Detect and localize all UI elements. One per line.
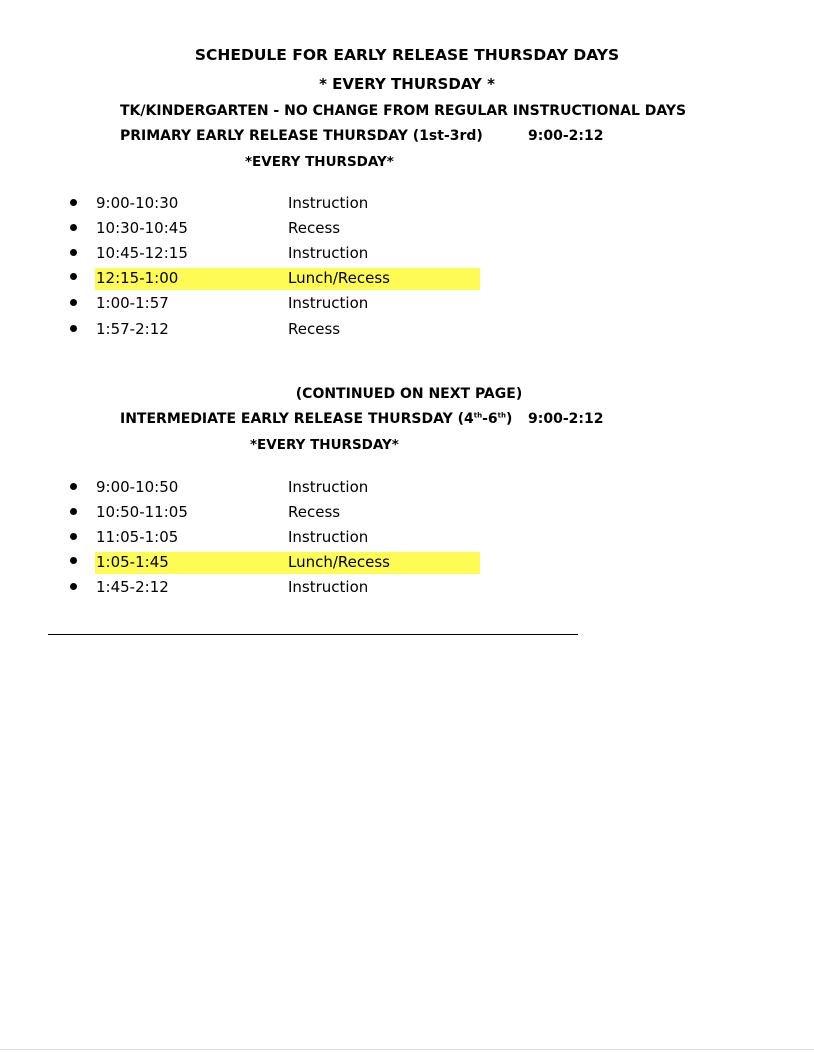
bullet-icon	[70, 557, 77, 564]
tk-kindergarten-note: TK/KINDERGARTEN - NO CHANGE FROM REGULAR INSTRUCTIONAL DAYS	[120, 103, 687, 119]
bullet-icon	[70, 483, 77, 490]
row-time: 1:45-2:12	[96, 578, 169, 596]
row-time: 11:05-1:05	[96, 528, 179, 546]
row-activity: Instruction	[288, 528, 369, 546]
row-activity: Instruction	[288, 194, 369, 212]
row-time: 1:05-1:45	[96, 553, 169, 571]
row-time: 9:00-10:50	[96, 478, 179, 496]
schedule-row	[70, 294, 490, 316]
bullet-icon	[70, 224, 77, 231]
row-activity: Instruction	[288, 294, 369, 312]
row-time: 1:00-1:57	[96, 294, 169, 312]
schedule-row	[70, 320, 490, 342]
page-subtitle: * EVERY THURSDAY *	[319, 75, 495, 93]
ordinal-suffix: th	[497, 411, 507, 420]
schedule-row	[70, 244, 490, 266]
row-activity: Recess	[288, 320, 341, 338]
schedule-row	[70, 478, 490, 500]
schedule-row	[70, 528, 490, 550]
primary-heading: PRIMARY EARLY RELEASE THURSDAY (1st-3rd)	[120, 128, 483, 144]
intermediate-heading-suffix: )	[506, 411, 513, 427]
row-activity: Recess	[288, 219, 341, 237]
intermediate-heading	[120, 411, 512, 427]
row-time: 10:45-12:15	[96, 244, 188, 262]
bullet-icon	[70, 325, 77, 332]
primary-hours: 9:00-2:12	[528, 128, 604, 144]
page-title: SCHEDULE FOR EARLY RELEASE THURSDAY DAYS	[194, 46, 620, 64]
bullet-icon	[70, 273, 77, 280]
continued-note-text: (CONTINUED ON NEXT PAGE)	[295, 386, 523, 402]
intermediate-heading-prefix: INTERMEDIATE EARLY RELEASE THURSDAY (4	[120, 411, 474, 427]
bullet-icon	[70, 533, 77, 540]
intermediate-hours: 9:00-2:12	[528, 411, 604, 427]
bullet-icon	[70, 249, 77, 256]
row-time: 9:00-10:30	[96, 194, 179, 212]
row-time: 1:57-2:12	[96, 320, 169, 338]
schedule-row-highlighted	[70, 268, 490, 290]
schedule-row	[70, 578, 490, 600]
bullet-icon	[70, 508, 77, 515]
primary-every-thursday: *EVERY THURSDAY*	[245, 154, 394, 170]
intermediate-heading-mid: -6	[482, 411, 498, 427]
row-activity: Instruction	[288, 578, 369, 596]
row-activity: Lunch/Recess	[288, 269, 390, 287]
row-time: 10:30-10:45	[96, 219, 188, 237]
continued-note	[0, 386, 814, 402]
bullet-icon	[70, 199, 77, 206]
row-time: 12:15-1:00	[96, 269, 179, 287]
ordinal-suffix: th	[473, 411, 483, 420]
row-time: 10:50-11:05	[96, 503, 188, 521]
bullet-icon	[70, 583, 77, 590]
row-activity: Lunch/Recess	[288, 553, 390, 571]
row-activity: Instruction	[288, 244, 369, 262]
schedule-row-highlighted	[70, 552, 490, 574]
horizontal-rule	[48, 634, 578, 635]
schedule-row	[70, 219, 490, 241]
row-activity: Recess	[288, 503, 341, 521]
intermediate-every-thursday: *EVERY THURSDAY*	[250, 437, 399, 453]
schedule-row	[70, 503, 490, 525]
schedule-row	[70, 194, 490, 216]
row-activity: Instruction	[288, 478, 369, 496]
bullet-icon	[70, 299, 77, 306]
